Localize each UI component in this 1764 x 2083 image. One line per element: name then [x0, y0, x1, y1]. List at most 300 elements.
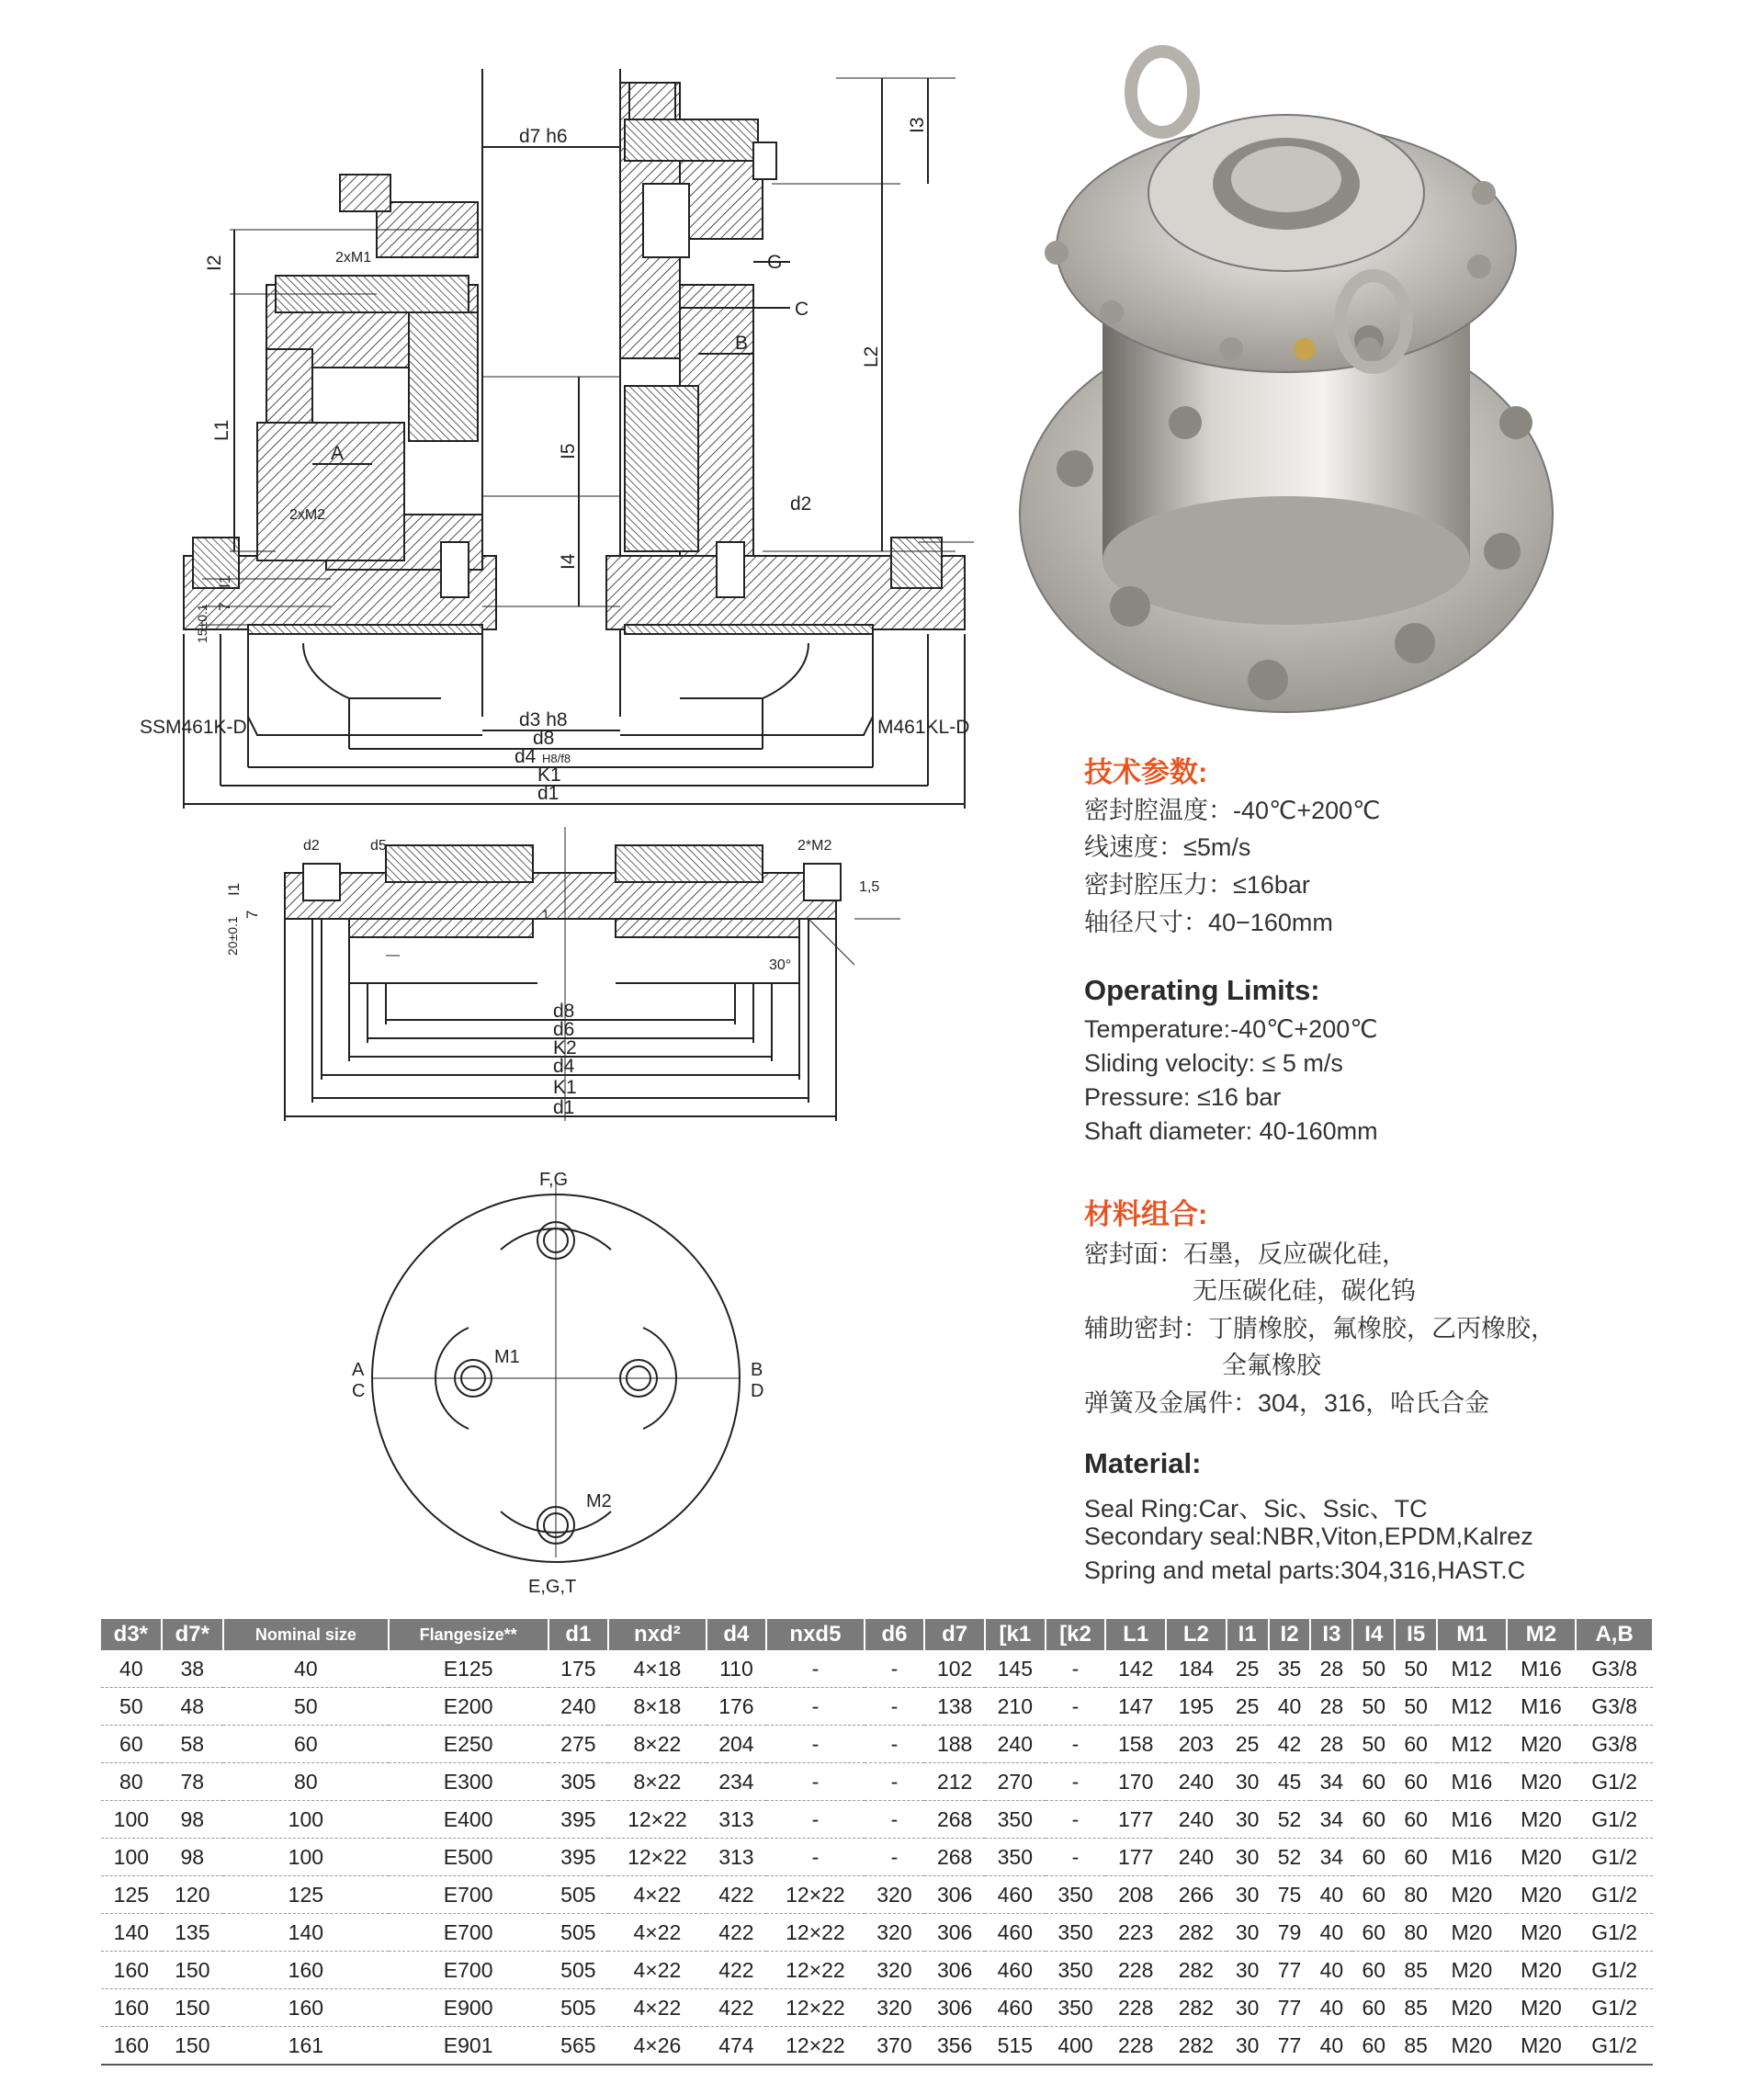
table-cell: 80	[101, 1763, 162, 1801]
table-cell: 422	[707, 1914, 767, 1952]
table-cell: 350	[985, 1801, 1046, 1839]
table-cell: 422	[707, 1876, 767, 1914]
table-cell: 75	[1269, 1876, 1311, 1914]
table-cell: 505	[548, 1952, 609, 1989]
table-cell: G1/2	[1576, 1763, 1653, 1801]
table-cell: 395	[548, 1801, 609, 1839]
table-cell: 28	[1310, 1688, 1352, 1726]
table-cell: E700	[389, 1914, 548, 1952]
table-cell: 160	[223, 1989, 389, 2027]
table-cell: 40	[1310, 1952, 1352, 1989]
table-cell: G1/2	[1576, 1876, 1653, 1914]
table-cell: 282	[1166, 2027, 1227, 2066]
table-cell: 79	[1269, 1914, 1311, 1952]
mid-d5: d5	[370, 838, 387, 854]
mid-d6: d6	[553, 1019, 575, 1040]
table-cell: 268	[924, 1839, 985, 1876]
top-section-drawing	[165, 55, 992, 809]
table-cell: E200	[389, 1688, 548, 1726]
mid-i1: I1	[225, 882, 243, 896]
table-cell: 188	[924, 1726, 985, 1763]
table-cell: E700	[389, 1876, 548, 1914]
table-cell: 228	[1105, 1952, 1166, 1989]
table-cell: G1/2	[1576, 1801, 1653, 1839]
table-cell: 228	[1105, 1989, 1166, 2027]
table-cell: 140	[101, 1914, 162, 1952]
mid-one-five: 1,5	[859, 879, 880, 895]
table-row	[101, 1650, 1653, 1688]
table-cell: -	[865, 1688, 925, 1726]
table-cell: 160	[101, 1952, 162, 1989]
table-cell: 4×26	[608, 2027, 706, 2066]
model-label-left: SSM461K-D	[140, 717, 247, 738]
table-cell: 12×22	[766, 1989, 864, 2027]
table-cell: 234	[707, 1763, 767, 1801]
table-cell: 125	[223, 1876, 389, 1914]
table-cell: 60	[1352, 1914, 1395, 1952]
table-cell: 58	[162, 1726, 223, 1763]
table-cell: 60	[1352, 1876, 1395, 1914]
mid-d8: d8	[553, 1001, 575, 1022]
table-cell: 8×18	[608, 1688, 706, 1726]
table-cell: 147	[1105, 1688, 1166, 1726]
table-cell: M20	[1437, 1876, 1507, 1914]
mid-angle: 30°	[769, 957, 792, 973]
dim-i1: I1	[216, 574, 233, 588]
table-cell: 4×22	[608, 1914, 706, 1952]
table-cell: 282	[1166, 1952, 1227, 1989]
table-cell: 60	[1352, 1763, 1395, 1801]
table-cell: 30	[1227, 1839, 1269, 1876]
table-cell: M20	[1507, 1952, 1577, 1989]
table-cell: 102	[924, 1650, 985, 1688]
table-cell: 25	[1227, 1650, 1269, 1688]
table-cell: 240	[985, 1726, 1046, 1763]
tech-cn-line-3: 密封腔压力：≤16bar	[1084, 871, 1310, 899]
col-header: d3*	[101, 1619, 162, 1650]
material-cn-line-2: 无压碳化硅，碳化钨	[1193, 1277, 1416, 1305]
table-cell: G1/2	[1576, 1952, 1653, 1989]
table-cell: M16	[1437, 1763, 1507, 1801]
material-en-title: Material:	[1084, 1447, 1202, 1479]
table-cell: 266	[1166, 1876, 1227, 1914]
table-cell: 100	[101, 1839, 162, 1876]
table-cell: 210	[985, 1688, 1046, 1726]
table-cell: 320	[865, 1876, 925, 1914]
table-cell: E125	[389, 1650, 548, 1688]
table-cell: 85	[1395, 1989, 1437, 2027]
table-cell: 204	[707, 1726, 767, 1763]
table-cell: -	[766, 1801, 864, 1839]
table-cell: 4×18	[608, 1650, 706, 1688]
table-cell: 60	[1352, 2027, 1395, 2066]
material-cn-line-3: 辅助密封：丁腈橡胶，氟橡胶，乙丙橡胶，	[1084, 1315, 1555, 1342]
dim-d1: d1	[537, 783, 560, 804]
table-cell: 50	[101, 1688, 162, 1726]
mid-d1: d1	[553, 1097, 575, 1118]
table-cell: M20	[1437, 1989, 1507, 2027]
table-cell: M20	[1507, 1801, 1577, 1839]
dim-i5: I5	[558, 443, 579, 459]
table-row	[101, 1914, 1653, 1952]
dim-l1: L1	[211, 419, 232, 441]
table-cell: -	[1046, 1801, 1106, 1839]
table-cell: -	[766, 1726, 864, 1763]
table-cell: 306	[924, 1914, 985, 1952]
table-cell: -	[865, 1839, 925, 1876]
table-cell: 34	[1310, 1839, 1352, 1876]
limits-en-line-2: Sliding velocity: ≤ 5 m/s	[1084, 1049, 1343, 1077]
dim-i2: I2	[204, 255, 225, 271]
table-body	[101, 1650, 1653, 2065]
table-cell: G1/2	[1576, 1839, 1653, 1876]
table-cell: 40	[1310, 1876, 1352, 1914]
table-cell: 422	[707, 1952, 767, 1989]
col-header: [k2	[1046, 1619, 1106, 1650]
table-cell: M20	[1507, 2027, 1577, 2066]
table-cell: 350	[1046, 1952, 1106, 1989]
circle-m2: M2	[586, 1491, 612, 1511]
table-cell: 240	[1166, 1801, 1227, 1839]
dim-d3: d3 h8	[519, 709, 568, 730]
mid-d2: d2	[303, 838, 320, 854]
table-cell: 110	[707, 1650, 767, 1688]
col-header: Flangesize**	[389, 1619, 548, 1650]
circle-top: F,G	[539, 1170, 569, 1190]
circle-left-top: A	[352, 1360, 365, 1380]
table-cell: 78	[162, 1763, 223, 1801]
table-cell: 80	[1395, 1876, 1437, 1914]
table-cell: 460	[985, 1989, 1046, 2027]
table-cell: 350	[1046, 1876, 1106, 1914]
table-cell: 60	[1352, 1952, 1395, 1989]
table-cell: 50	[223, 1688, 389, 1726]
mid-one: 1	[542, 907, 549, 922]
dim-d4-tol: H8/f8	[542, 752, 571, 765]
table-cell: G1/2	[1576, 1914, 1653, 1952]
table-cell: 160	[101, 2027, 162, 2066]
table-cell: 208	[1105, 1876, 1166, 1914]
table-row	[101, 1801, 1653, 1839]
table-cell: 30	[1227, 1952, 1269, 1989]
table-cell: M20	[1507, 1763, 1577, 1801]
table-cell: 60	[1352, 1839, 1395, 1876]
col-header: [k1	[985, 1619, 1046, 1650]
tech-cn-title: 技术参数:	[1084, 756, 1208, 788]
table-cell: 474	[707, 2027, 767, 2066]
table-cell: 320	[865, 1989, 925, 2027]
table-cell: E400	[389, 1801, 548, 1839]
mid-k2: K2	[553, 1037, 577, 1058]
circle-right-bottom: D	[751, 1381, 764, 1401]
table-cell: 60	[101, 1726, 162, 1763]
col-header: I2	[1269, 1619, 1311, 1650]
table-cell: 8×22	[608, 1726, 706, 1763]
table-row	[101, 1839, 1653, 1876]
table-cell: 306	[924, 1876, 985, 1914]
dim-m2: 2xM2	[289, 507, 326, 523]
table-cell: 50	[1395, 1650, 1437, 1688]
table-cell: G3/8	[1576, 1688, 1653, 1726]
table-cell: 60	[1352, 1801, 1395, 1839]
table-cell: -	[1046, 1726, 1106, 1763]
table-cell: 40	[1310, 2027, 1352, 2066]
model-label-right: M461KL-D	[877, 717, 970, 738]
table-cell: 100	[223, 1801, 389, 1839]
col-header: I1	[1227, 1619, 1269, 1650]
table-cell: 12×22	[766, 1952, 864, 1989]
table-cell: 195	[1166, 1688, 1227, 1726]
table-cell: 158	[1105, 1726, 1166, 1763]
table-cell: M16	[1507, 1688, 1577, 1726]
mid-d4: d4	[553, 1056, 575, 1077]
table-cell: 30	[1227, 2027, 1269, 2066]
table-cell: 306	[924, 1952, 985, 1989]
table-cell: 12×22	[608, 1801, 706, 1839]
table-cell: -	[1046, 1839, 1106, 1876]
table-cell: 125	[101, 1876, 162, 1914]
table-cell: 40	[1269, 1688, 1311, 1726]
table-cell: 28	[1310, 1726, 1352, 1763]
dim-m1: 2xM1	[335, 250, 372, 266]
table-cell: 12×22	[608, 1839, 706, 1876]
table-cell: -	[865, 1726, 925, 1763]
table-cell: M20	[1507, 1876, 1577, 1914]
table-cell: 60	[1395, 1839, 1437, 1876]
spec-table	[101, 1619, 1654, 2066]
table-cell: 240	[1166, 1839, 1227, 1876]
table-row	[101, 2027, 1653, 2066]
table-cell: M20	[1507, 1726, 1577, 1763]
dim-tol15: 15±0.1	[195, 604, 209, 643]
table-cell: 170	[1105, 1763, 1166, 1801]
table-cell: 370	[865, 2027, 925, 2066]
col-header: d7*	[162, 1619, 223, 1650]
col-header: d7	[924, 1619, 985, 1650]
table-cell: 320	[865, 1952, 925, 1989]
table-cell: 135	[162, 1914, 223, 1952]
table-cell: 48	[162, 1688, 223, 1726]
table-cell: 4×22	[608, 1952, 706, 1989]
table-cell: 150	[162, 1952, 223, 1989]
table-cell: 240	[548, 1688, 609, 1726]
table-cell: E700	[389, 1952, 548, 1989]
table-cell: 505	[548, 1876, 609, 1914]
table-cell: 140	[223, 1914, 389, 1952]
col-header: A,B	[1576, 1619, 1653, 1650]
table-cell: M12	[1437, 1726, 1507, 1763]
mid-seven: 7	[243, 910, 261, 919]
col-header: Nominal size	[223, 1619, 389, 1650]
table-cell: 184	[1166, 1650, 1227, 1688]
table-cell: -	[766, 1763, 864, 1801]
table-cell: 145	[985, 1650, 1046, 1688]
table-cell: 85	[1395, 1952, 1437, 1989]
table-header-row	[101, 1619, 1653, 1650]
table-cell: 223	[1105, 1914, 1166, 1952]
col-header: I5	[1395, 1619, 1437, 1650]
table-cell: 268	[924, 1801, 985, 1839]
material-cn-line-5: 弹簧及金属件：304，316，哈氏合金	[1084, 1389, 1490, 1417]
material-en-line-1: Seal Ring:Car、Sic、Ssic、TC	[1084, 1495, 1428, 1523]
dim-d4: d4	[514, 746, 537, 767]
table-row	[101, 1726, 1653, 1763]
table-cell: 50	[1352, 1726, 1395, 1763]
port-c: C	[795, 299, 809, 320]
table-cell: 313	[707, 1801, 767, 1839]
table-cell: 177	[1105, 1801, 1166, 1839]
table-cell: 60	[1395, 1726, 1437, 1763]
table-cell: E901	[389, 2027, 548, 2066]
limits-en-line-1: Temperature:-40℃+200℃	[1084, 1015, 1378, 1043]
table-cell: E900	[389, 1989, 548, 2027]
table-cell: 30	[1227, 1914, 1269, 1952]
table-cell: 30	[1227, 1989, 1269, 2027]
table-cell: 505	[548, 1989, 609, 2027]
dim-i4: I4	[558, 553, 579, 570]
table-cell: 30	[1227, 1801, 1269, 1839]
table-cell: 460	[985, 1914, 1046, 1952]
table-cell: 228	[1105, 2027, 1166, 2066]
table-cell: 160	[223, 1952, 389, 1989]
table-cell: G3/8	[1576, 1650, 1653, 1688]
table-cell: 12×22	[766, 1914, 864, 1952]
col-header: d6	[865, 1619, 925, 1650]
dim-k1: K1	[537, 764, 561, 786]
port-a: A	[331, 443, 345, 464]
table-cell: 505	[548, 1914, 609, 1952]
table-cell: -	[865, 1650, 925, 1688]
table-row	[101, 1952, 1653, 1989]
material-cn-line-1: 密封面：石墨，反应碳化硅，	[1084, 1240, 1407, 1268]
table-cell: 8×22	[608, 1763, 706, 1801]
table-cell: M20	[1507, 1839, 1577, 1876]
mid-k1: K1	[553, 1077, 577, 1098]
table-cell: M12	[1437, 1650, 1507, 1688]
table-cell: 60	[1395, 1763, 1437, 1801]
table-cell: 160	[101, 1989, 162, 2027]
table-cell: -	[1046, 1763, 1106, 1801]
material-cn-title: 材料组合:	[1084, 1198, 1208, 1230]
table-cell: 142	[1105, 1650, 1166, 1688]
table-cell: 422	[707, 1989, 767, 2027]
table-cell: 4×22	[608, 1876, 706, 1914]
table-cell: 203	[1166, 1726, 1227, 1763]
table-cell: 282	[1166, 1914, 1227, 1952]
table-cell: 12×22	[766, 2027, 864, 2066]
table-cell: 565	[548, 2027, 609, 2066]
table-cell: 212	[924, 1763, 985, 1801]
table-cell: 60	[223, 1726, 389, 1763]
table-cell: 177	[1105, 1839, 1166, 1876]
table-cell: 400	[1046, 2027, 1106, 2066]
table-cell: 80	[1395, 1914, 1437, 1952]
circle-m1: M1	[494, 1347, 520, 1367]
table-cell: 395	[548, 1839, 609, 1876]
material-cn-line-4: 全氟橡胶	[1222, 1352, 1321, 1379]
middle-section-drawing	[220, 818, 900, 1130]
table-cell: 25	[1227, 1688, 1269, 1726]
table-cell: 175	[548, 1650, 609, 1688]
table-cell: 52	[1269, 1839, 1311, 1876]
table-cell: M16	[1507, 1650, 1577, 1688]
table-cell: 240	[1166, 1763, 1227, 1801]
table-cell: E500	[389, 1839, 548, 1876]
col-header: M2	[1507, 1619, 1577, 1650]
table-row	[101, 1876, 1653, 1914]
table-row	[101, 1688, 1653, 1726]
col-header: L2	[1166, 1619, 1227, 1650]
dim-seven: 7	[216, 602, 233, 611]
table-cell: 150	[162, 1989, 223, 2027]
table-cell: 38	[162, 1650, 223, 1688]
table-cell: -	[865, 1763, 925, 1801]
table-cell: 25	[1227, 1726, 1269, 1763]
table-cell: 34	[1310, 1763, 1352, 1801]
mid-tol20: 20±0.1	[225, 916, 240, 956]
table-cell: G1/2	[1576, 2027, 1653, 2066]
table-cell: G3/8	[1576, 1726, 1653, 1763]
table-cell: M20	[1437, 2027, 1507, 2066]
col-header: nxd²	[608, 1619, 706, 1650]
table-cell: 270	[985, 1763, 1046, 1801]
table-cell: M20	[1507, 1989, 1577, 2027]
table-cell: 77	[1269, 1952, 1311, 1989]
limits-en-line-4: Shaft diameter: 40-160mm	[1084, 1117, 1378, 1145]
table-cell: 4×22	[608, 1989, 706, 2027]
table-cell: 120	[162, 1876, 223, 1914]
col-header: d4	[707, 1619, 767, 1650]
table-cell: 30	[1227, 1876, 1269, 1914]
table-cell: 85	[1395, 2027, 1437, 2066]
table-cell: -	[1046, 1650, 1106, 1688]
table-cell: 34	[1310, 1801, 1352, 1839]
table-cell: E300	[389, 1763, 548, 1801]
table-cell: E250	[389, 1726, 548, 1763]
table-cell: 460	[985, 1876, 1046, 1914]
limits-en-title: Operating Limits:	[1084, 974, 1320, 1006]
col-header: M1	[1437, 1619, 1507, 1650]
table-cell: 50	[1352, 1650, 1395, 1688]
port-b: B	[735, 333, 749, 354]
circle-left-bottom: C	[352, 1381, 366, 1401]
col-header: L1	[1105, 1619, 1166, 1650]
table-cell: 176	[707, 1688, 767, 1726]
table-row	[101, 1989, 1653, 2027]
table-cell: -	[1046, 1688, 1106, 1726]
table-cell: 98	[162, 1839, 223, 1876]
table-cell: 60	[1352, 1989, 1395, 2027]
table-cell: 80	[223, 1763, 389, 1801]
table-cell: 350	[1046, 1914, 1106, 1952]
material-en-line-3: Spring and metal parts:304,316,HAST.C	[1084, 1557, 1526, 1584]
table-cell: 515	[985, 2027, 1046, 2066]
table-cell: 350	[1046, 1989, 1106, 2027]
dim-d8: d8	[533, 728, 555, 749]
table-cell: 40	[1310, 1914, 1352, 1952]
table-cell: 138	[924, 1688, 985, 1726]
table-cell: -	[766, 1650, 864, 1688]
material-en-line-2: Secondary seal:NBR,Viton,EPDM,Kalrez	[1084, 1523, 1533, 1550]
table-cell: 275	[548, 1726, 609, 1763]
dim-d7: d7 h6	[519, 126, 568, 147]
mid-m2: 2*M2	[797, 838, 832, 854]
table-cell: 313	[707, 1839, 767, 1876]
table-cell: 12×22	[766, 1876, 864, 1914]
col-header: I3	[1310, 1619, 1352, 1650]
col-header: I4	[1352, 1619, 1395, 1650]
table-cell: 77	[1269, 2027, 1311, 2066]
